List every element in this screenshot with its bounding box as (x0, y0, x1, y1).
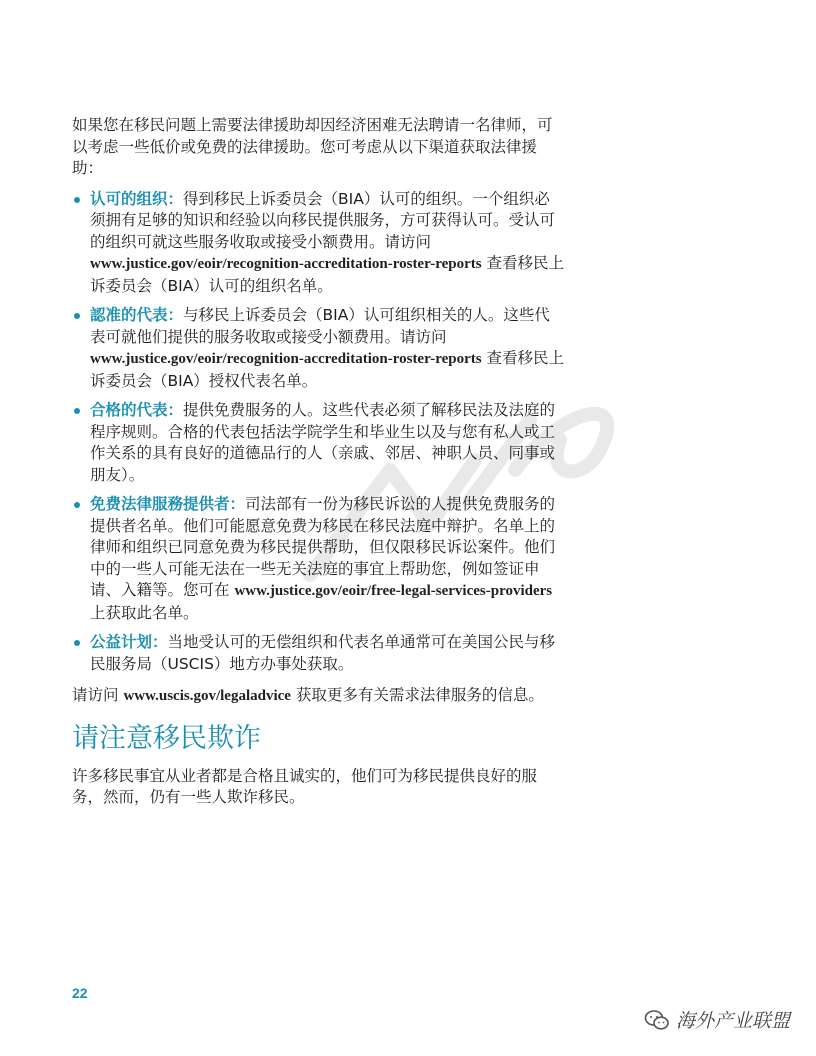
closing-text: 请访问 (72, 686, 124, 704)
closing-paragraph (72, 685, 564, 708)
item-text-after: 上获取此名单。 (90, 603, 199, 622)
item-url[interactable]: www.justice.gov/eoir/recognition-accreditation-roster-reports (90, 256, 482, 272)
fraud-paragraph: 许多移民事宜从业者都是合格且诚实的，他们可为移民提供良好的服务，然而，仍有一些人欺诈移民。 (72, 766, 538, 806)
item-text: 提供免费服务的人。这些代表必须了解移民法及法庭的程序规则。合格的代表包括法学院学生和毕业生以及与您有私人或工作关系的具有良好的道德品行的人（亲戚、邻居、神职人员、同事或朋友）。 (90, 401, 556, 484)
document-body (72, 115, 564, 809)
uscis-legal-advice-link[interactable]: www.uscis.gov/legaladvice (123, 688, 291, 704)
bullet-icon (74, 640, 80, 646)
intro-paragraph: 如果您在移民问题上需要法律援助却因经济困难无法聘请一名律师，可以考虑一些低价或免费的法律援助。您可考虑从以下渠道获取法律援助： (72, 116, 553, 177)
list-item (72, 400, 564, 486)
wechat-icon (644, 1009, 670, 1031)
list-item (72, 632, 564, 675)
legal-help-list (72, 189, 564, 676)
list-item (72, 305, 564, 392)
item-term: 公益计划： (90, 633, 168, 651)
section-heading: 请注意移民欺诈 (72, 722, 261, 754)
item-text: 当地受认可的无偿组织和代表名单通常可在美国公民与移民服务局（USCIS）地方办事处获取。 (90, 633, 556, 673)
bullet-icon (74, 408, 80, 414)
bullet-icon (74, 197, 80, 203)
list-item (72, 189, 564, 298)
item-text-after: 查看移民上诉委员会（BIA）授权代表名单。 (90, 349, 565, 390)
item-term: 免费法律服務提供者： (90, 495, 246, 513)
bullet-icon (74, 502, 80, 508)
item-url[interactable]: www.justice.gov/eoir/recognition-accreditation-roster-reports (90, 351, 482, 367)
bullet-icon (74, 313, 80, 319)
item-term: 認准的代表： (90, 306, 184, 324)
item-term: 认可的组织： (90, 189, 184, 208)
item-text: 得到移民上诉委员会（BIA）认可的组织。一个组织必须拥有足够的知识和经验以向移民提供服务，方可获得认可。受认可的组织可就这些服务收取或接受小额费用。请访问 (90, 189, 556, 251)
item-url[interactable]: www.justice.gov/eoir/free-legal-services-providers (234, 583, 553, 599)
list-item (72, 494, 564, 624)
closing-text-after: 获取更多有关需求法律服务的信息。 (290, 686, 544, 704)
item-text: 司法部有一份为移民诉讼的人提供免费服务的提供者名单。他们可能愿意免费为移民在移民法庭中辩护。名单上的律师和组织已同意免费为移民提供帮助，但仅限移民诉讼案件。他们中的一些人可能无法在一些无关法庭的事宜上帮助您，例如签证申请、入籍等。您可在 (90, 495, 556, 599)
item-term: 合格的代表： (90, 401, 184, 419)
item-text: 与移民上诉委员会（BIA）认可组织相关的人。这些代表可就他们提供的服务收取或接受小额费用。请访问 (90, 306, 550, 346)
item-text-after: 查看移民上诉委员会（BIA）认可的组织名单。 (90, 254, 565, 295)
brand-name: 海外产业联盟 (675, 1010, 790, 1032)
brand-footer (644, 1006, 790, 1033)
page-number: 22 (72, 985, 88, 1001)
